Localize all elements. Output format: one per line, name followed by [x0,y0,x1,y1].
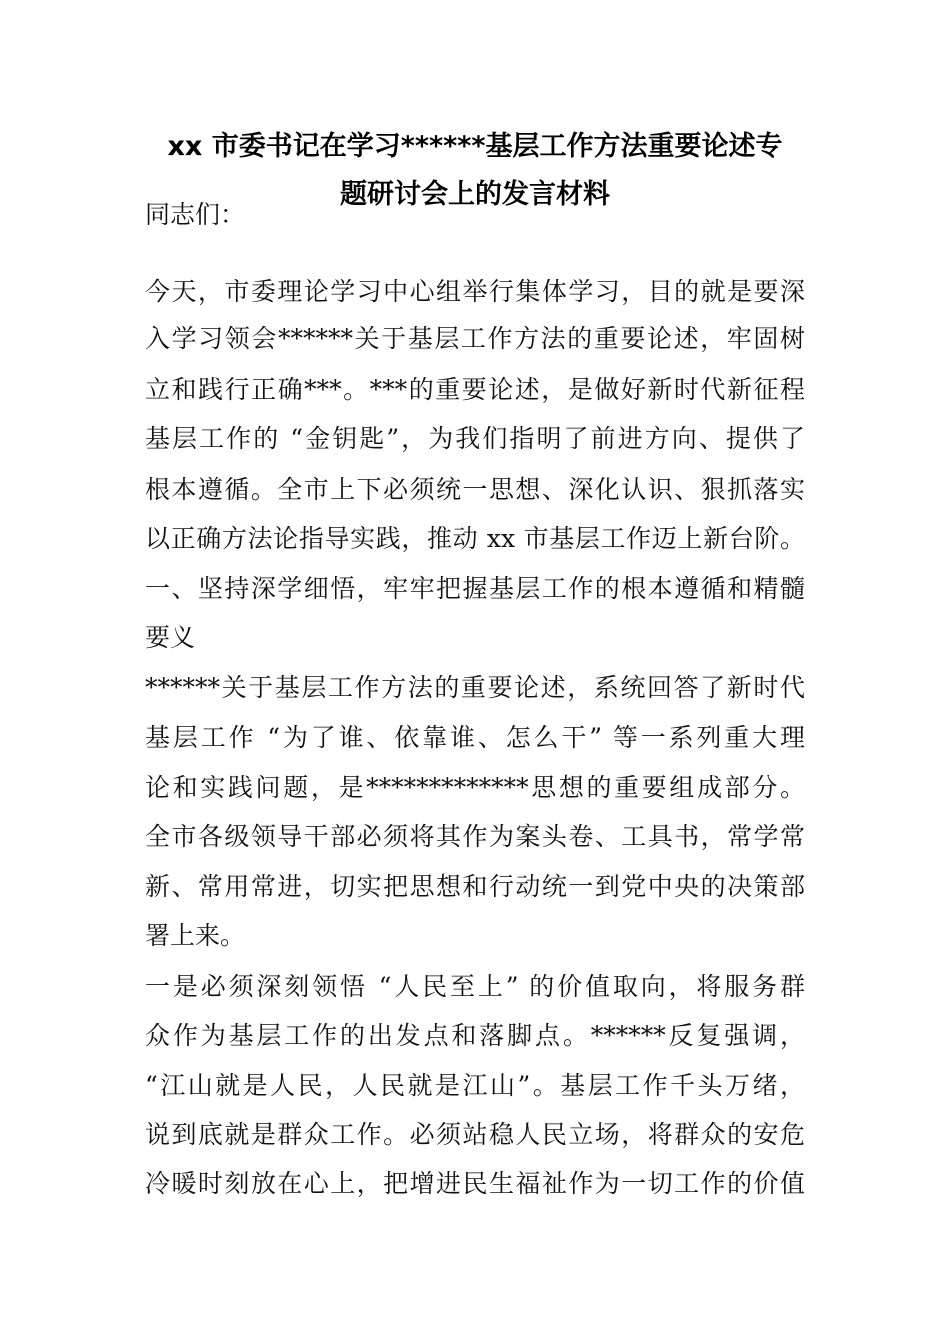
paragraph-line: 说到底就是群众工作。必须站稳人民立场，将群众的安危 [145,1120,805,1149]
paragraph-line: ******关于基层工作方法的重要论述，系统回答了新时代 [145,673,805,702]
paragraph-line: 根本遵循。全市上下必须统一思想、深化认识、狠抓落实 [145,475,805,504]
section-heading-line: 要义 [145,623,196,652]
paragraph-line: 冷暖时刻放在心上，把增进民生福祉作为一切工作的价值 [145,1169,805,1198]
paragraph-line: 基层工作 “为了谁、依靠谁、怎么干” 等一系列重大理 [145,723,805,752]
paragraph-line: 以正确方法论指导实践，推动 xx 市基层工作迈上新台阶。 [145,524,805,553]
paragraph-line: 一是必须深刻领悟 “人民至上” 的价值取向，将服务群 [145,972,805,1001]
paragraph-line: 新、常用常进，切实把思想和行动统一到党中央的决策部 [145,872,805,901]
paragraph-line: 署上来。 [145,921,246,950]
section-heading-line: 一、坚持深学细悟，牢牢把握基层工作的根本遵循和精髓 [145,574,805,603]
paragraph-line: 今天，市委理论学习中心组举行集体学习，目的就是要深 [145,277,805,306]
paragraph-line: “江山就是人民，人民就是江山”。基层工作千头万绪， [145,1071,805,1100]
document-title-line-2: 题研讨会上的发言材料 [340,179,610,210]
paragraph-line: 立和践行正确***。***的重要论述，是做好新时代新征程 [145,375,805,404]
paragraph-line: 论和实践问题，是*************思想的重要组成部分。 [145,773,805,802]
paragraph-line: 众作为基层工作的出发点和落脚点。******反复强调， [145,1021,805,1050]
paragraph-line: 全市各级领导干部必须将其作为案头卷、工具书，常学常 [145,822,805,851]
paragraph-line: 入学习领会******关于基层工作方法的重要论述，牢固树 [145,324,805,353]
paragraph-line: 基层工作的 “金钥匙”，为我们指明了前进方向、提供了 [145,424,805,453]
document-title-line-1: xx 市委书记在学习******基层工作方法重要论述专 [167,131,783,162]
salutation: 同志们： [145,200,246,229]
